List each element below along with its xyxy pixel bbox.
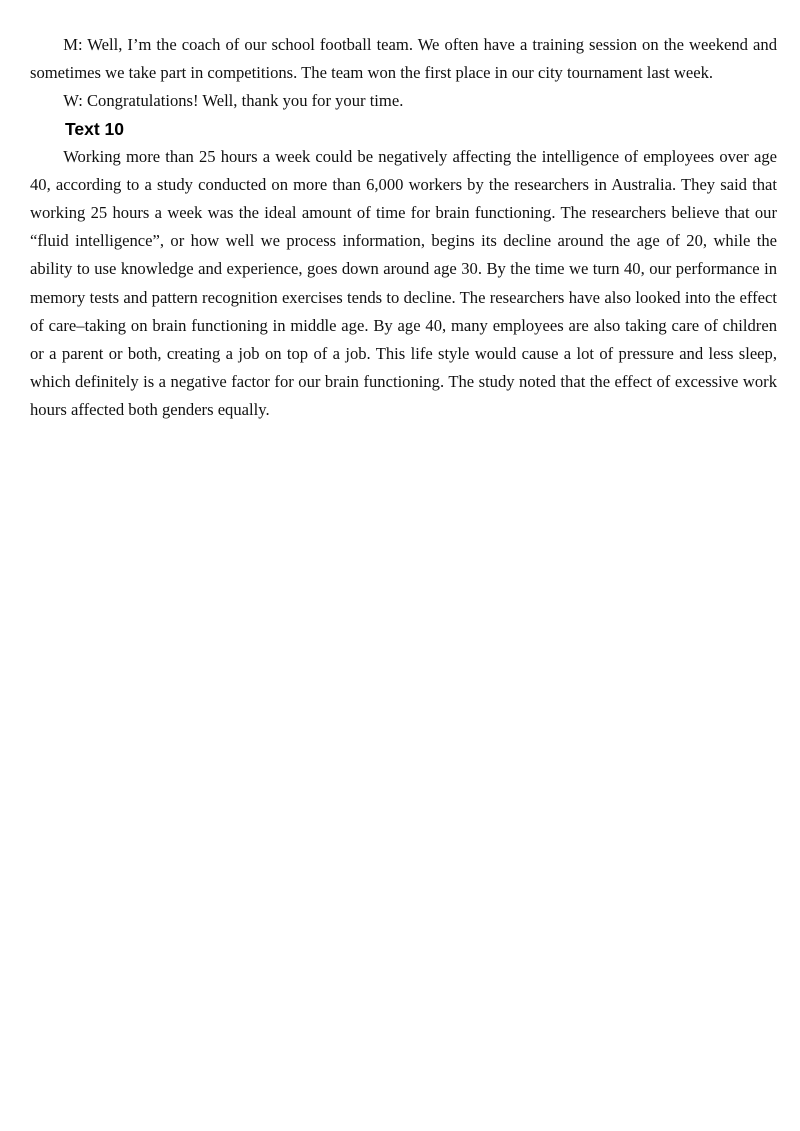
dialogue-line-w: W: Congratulations! Well, thank you for your time. [63, 91, 404, 111]
passage-paragraph: Working more than 25 hours a week could be negatively affecting the intelligence of employees over age 40, according to a study conducted on more than 6,000 workers by the researchers in Australia. They said that working 25 hours a week was the ideal amount of time for brain functioning. The researchers believe that our “fluid intelligence”, or how well we process information, begins its decline around the age of 20, while the ability to use knowledge and experience, goes down around age 30. By the time we turn 40, our performance in memory tests and pattern recognition exercises tends to decline. The researchers have also looked into the effect of care–taking on brain functioning in middle age. By age 40, many employees are also taking care of children or a parent or both, creating a job on top of a job. This life style would cause a lot of pressure and less sleep, which definitely is a negative factor for our brain functioning. The study noted that the effect of excessive work hours affected both genders equally. [30, 146, 777, 420]
section-heading: Text 10 [65, 118, 125, 139]
dialogue-line-m: M: Well, I’m the coach of our school football team. We often have a training session on the weekend and sometimes we take part in competitions. The team won the first place in our city tournament last week. [30, 35, 777, 83]
document-page [30, 31, 777, 425]
